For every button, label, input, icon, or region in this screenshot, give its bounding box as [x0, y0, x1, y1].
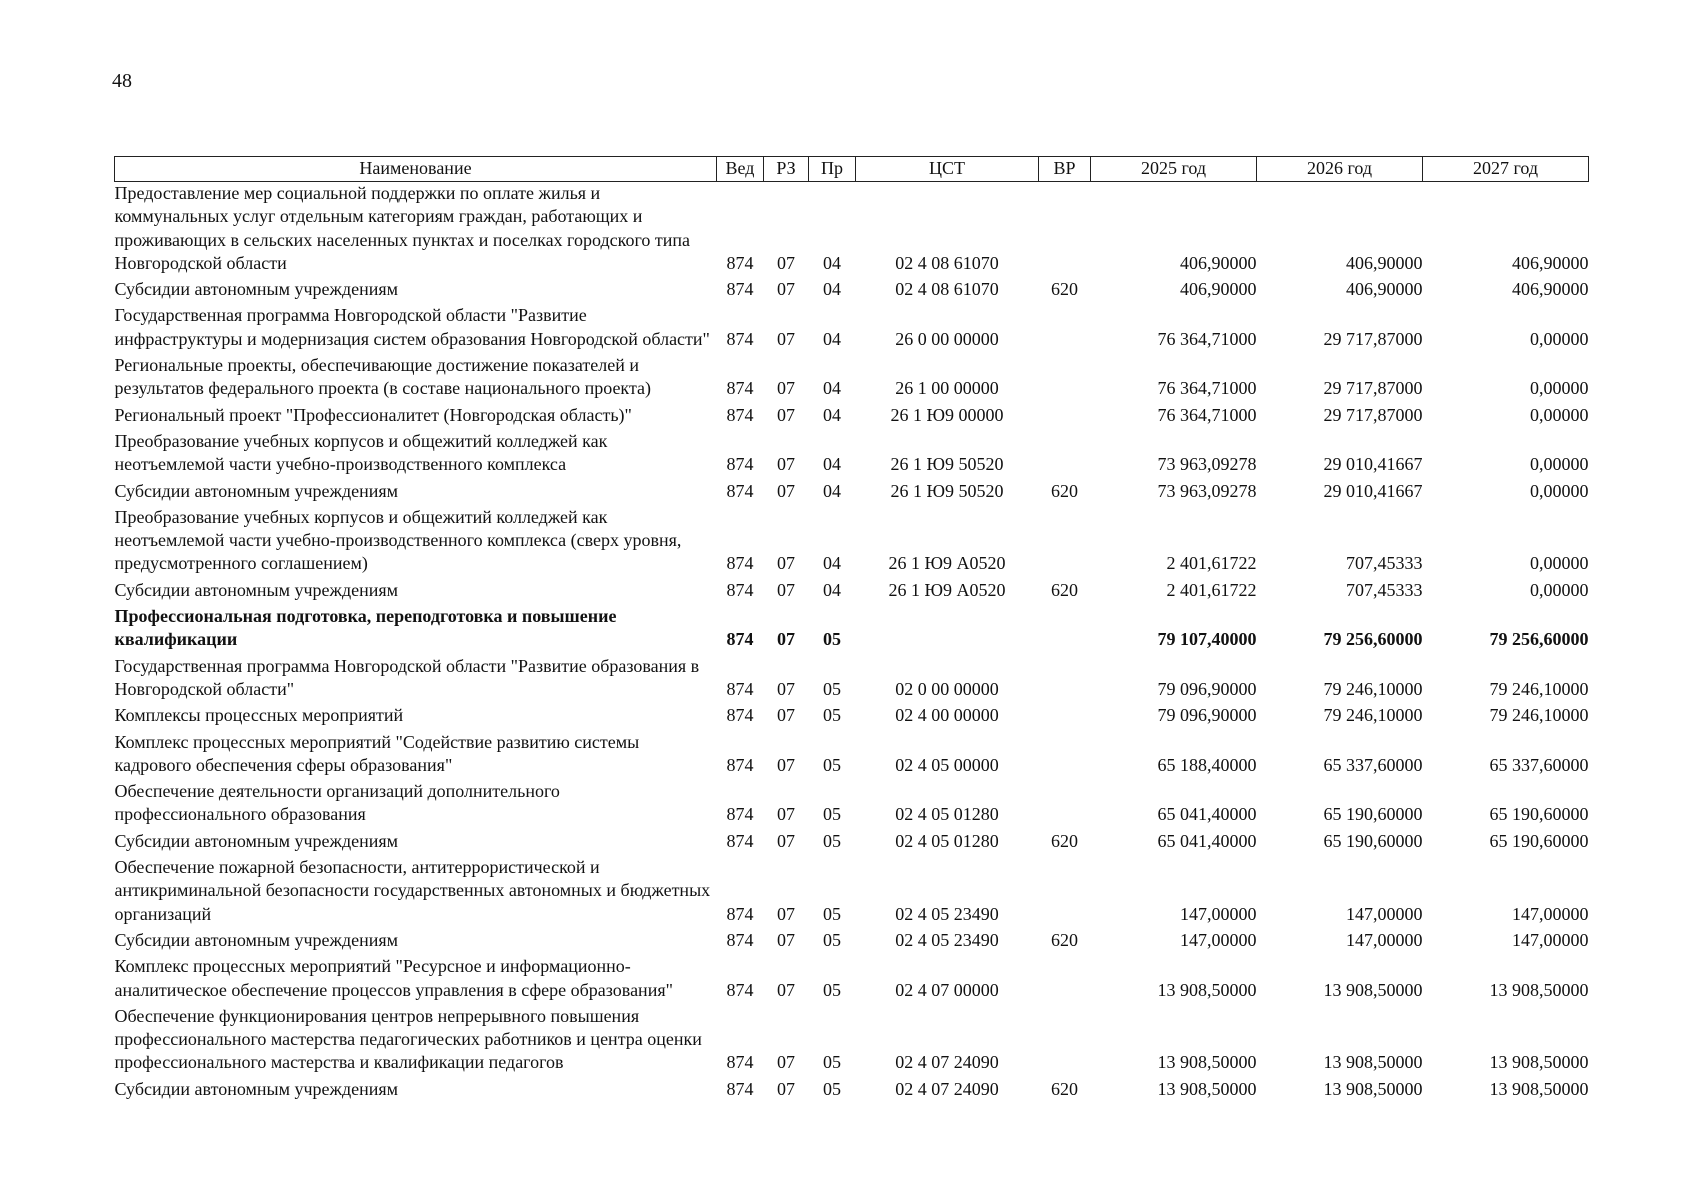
cell-rz: 07	[777, 830, 795, 851]
cell-name: Субсидии автономным учреждениям	[114, 1078, 399, 1099]
cell-name: Обеспечение деятельности организаций дополнительного профессионального образования	[114, 781, 560, 825]
cell-2027: 0,00000	[1530, 480, 1589, 501]
cell-name: Обеспечение пожарной безопасности, антитеррористической и антикриминальной безопасности государственных автономных и бюджетных организаций	[114, 857, 711, 924]
cell-cst: 26 1 Ю9 00000	[890, 404, 1004, 425]
cell-rz: 07	[777, 480, 795, 501]
cell-vr: 620	[1051, 480, 1078, 501]
cell-name: Преобразование учебных корпусов и общежитий колледжей как неотъемлемой части учебно-производственного комплекса (сверх уровня, предусмотренного соглашением)	[114, 506, 682, 574]
cell-2025: 65 041,40000	[1157, 830, 1257, 851]
table-row	[115, 480, 1589, 506]
cell-vr	[1039, 430, 1091, 480]
cell-rz: 07	[777, 629, 795, 650]
cell-ved: 874	[726, 553, 754, 574]
cell-name: Предоставление мер социальной поддержки по оплате жилья и коммунальных услуг отдельным категориям граждан, работающих и проживающих в сельских населенных пунктах и поселках городского типа Новгородской области	[114, 183, 691, 273]
cell-rz: 07	[777, 903, 795, 924]
cell-2027: 13 908,50000	[1489, 1052, 1589, 1073]
cell-vr	[1039, 605, 1091, 655]
cell-pr: 04	[823, 378, 841, 399]
table-row	[115, 506, 1589, 579]
cell-2027: 0,00000	[1530, 378, 1589, 399]
cell-2027: 79 256,60000	[1489, 629, 1589, 650]
cell-pr: 05	[823, 705, 841, 726]
cell-name: Комплексы процессных мероприятий	[114, 705, 404, 726]
cell-cst: 26 1 Ю9 50520	[890, 454, 1004, 475]
cell-rz: 07	[777, 579, 795, 600]
table-row	[115, 605, 1589, 655]
cell-pr: 05	[823, 1052, 841, 1073]
cell-name: Региональные проекты, обеспечивающие достижение показателей и результатов федерального проекта (в составе национального проекта)	[114, 355, 652, 399]
cell-vr: 620	[1051, 929, 1078, 950]
table-row	[115, 1078, 1589, 1104]
cell-ved: 874	[726, 1078, 754, 1099]
table-row	[115, 304, 1589, 354]
cell-rz: 07	[777, 378, 795, 399]
cell-2025: 79 096,90000	[1157, 705, 1257, 726]
cell-name: Субсидии автономным учреждениям	[114, 279, 399, 300]
cell-rz: 07	[777, 404, 795, 425]
cell-2026: 29 717,87000	[1323, 328, 1423, 349]
cell-name: Преобразование учебных корпусов и общежитий колледжей как неотъемлемой части учебно-производственного комплекса	[114, 430, 608, 475]
cell-rz: 07	[777, 1078, 795, 1099]
cell-rz: 07	[777, 929, 795, 950]
cell-pr: 05	[823, 979, 841, 1000]
cell-cst: 02 0 00 00000	[895, 678, 999, 699]
cell-2026: 13 908,50000	[1323, 1052, 1423, 1073]
cell-pr: 04	[823, 454, 841, 475]
cell-2027: 147,00000	[1512, 929, 1589, 950]
cell-vr	[1039, 704, 1091, 730]
table-body	[115, 182, 1589, 1104]
cell-2027: 147,00000	[1512, 903, 1589, 924]
cell-2026: 707,45333	[1346, 553, 1423, 574]
cell-vr	[1039, 354, 1091, 404]
cell-pr: 04	[823, 404, 841, 425]
cell-ved: 874	[726, 454, 754, 475]
cell-rz: 07	[777, 754, 795, 775]
cell-vr	[1039, 182, 1091, 279]
cell-pr: 04	[823, 328, 841, 349]
cell-2025: 2 401,61722	[1166, 579, 1257, 600]
cell-2025: 79 107,40000	[1157, 629, 1257, 650]
cell-2026: 147,00000	[1346, 929, 1423, 950]
cell-cst: 02 4 07 24090	[895, 1078, 999, 1099]
cell-2025: 406,90000	[1180, 252, 1257, 273]
cell-name: Комплекс процессных мероприятий "Ресурсное и информационно-аналитическое обеспечение процессов управления в сфере образования"	[114, 956, 673, 1000]
cell-name: Государственная программа Новгородской области "Развитие инфраструктуры и модернизация систем образования Новгородской области"	[114, 305, 710, 349]
cell-cst: 02 4 07 24090	[895, 1052, 999, 1073]
cell-cst: 02 4 08 61070	[895, 279, 999, 300]
table-row	[115, 929, 1589, 955]
cell-rz: 07	[777, 979, 795, 1000]
cell-cst: 02 4 05 00000	[895, 754, 999, 775]
cell-rz: 07	[777, 454, 795, 475]
cell-2026: 147,00000	[1346, 903, 1423, 924]
cell-name: Комплекс процессных мероприятий "Содействие развитию системы кадрового обеспечения сферы образования"	[114, 731, 640, 775]
cell-ved: 874	[726, 754, 754, 775]
cell-2025: 147,00000	[1180, 903, 1257, 924]
cell-2025: 65 041,40000	[1157, 804, 1257, 825]
cell-rz: 07	[777, 705, 795, 726]
table-row	[115, 830, 1589, 856]
cell-name: Субсидии автономным учреждениям	[114, 480, 399, 501]
cell-2026: 79 246,10000	[1323, 678, 1423, 699]
cell-2027: 65 190,60000	[1489, 804, 1589, 825]
page-number: 48	[112, 70, 132, 92]
cell-pr: 05	[823, 629, 841, 650]
table-row	[115, 731, 1589, 781]
cell-pr: 04	[823, 480, 841, 501]
cell-pr: 05	[823, 678, 841, 699]
cell-pr: 05	[823, 830, 841, 851]
cell-name: Субсидии автономным учреждениям	[114, 830, 399, 851]
cell-ved: 874	[726, 804, 754, 825]
cell-ved: 874	[726, 252, 754, 273]
table-row	[115, 182, 1589, 279]
cell-name: Региональный проект "Профессионалитет (Новгородская область)"	[114, 404, 632, 425]
header-2027: 2027 год	[1423, 157, 1589, 182]
cell-2025: 73 963,09278	[1157, 454, 1257, 475]
table-row	[115, 780, 1589, 830]
cell-ved: 874	[726, 903, 754, 924]
cell-rz: 07	[777, 252, 795, 273]
cell-2026: 65 190,60000	[1323, 804, 1423, 825]
cell-ved: 874	[726, 1052, 754, 1073]
cell-ved: 874	[726, 979, 754, 1000]
cell-name: Субсидии автономным учреждениям	[114, 929, 399, 950]
table-row	[115, 278, 1589, 304]
cell-2025: 65 188,40000	[1157, 754, 1257, 775]
cell-ved: 874	[726, 328, 754, 349]
cell-2025: 2 401,61722	[1166, 553, 1257, 574]
cell-2025: 76 364,71000	[1157, 328, 1257, 349]
cell-pr: 05	[823, 754, 841, 775]
header-name: Наименование	[115, 157, 717, 182]
cell-ved: 874	[726, 480, 754, 501]
header-pr: Пр	[809, 157, 856, 182]
table-row	[115, 655, 1589, 705]
cell-vr: 620	[1051, 830, 1078, 851]
cell-2027: 13 908,50000	[1489, 1078, 1589, 1099]
cell-cst: 26 1 Ю9 А0520	[888, 553, 1006, 574]
cell-vr	[1039, 404, 1091, 430]
budget-table	[114, 156, 1589, 1104]
cell-2025: 13 908,50000	[1157, 1078, 1257, 1099]
cell-ved: 874	[726, 378, 754, 399]
cell-ved: 874	[726, 705, 754, 726]
cell-name: Профессиональная подготовка, переподготовка и повышение квалификации	[114, 606, 617, 650]
cell-vr	[1039, 655, 1091, 705]
cell-cst: 26 1 Ю9 А0520	[888, 579, 1006, 600]
cell-2026: 13 908,50000	[1323, 1078, 1423, 1099]
cell-vr: 620	[1051, 1078, 1078, 1099]
cell-name: Обеспечение функционирования центров непрерывного повышения профессионального мастерства педагогических работников и центра оценки профессионального мастерства и квалификации педагогов	[114, 1005, 702, 1073]
cell-rz: 07	[777, 328, 795, 349]
cell-2025: 73 963,09278	[1157, 480, 1257, 501]
cell-2027: 13 908,50000	[1489, 979, 1589, 1000]
cell-name: Государственная программа Новгородской области "Развитие образования в Новгородской области"	[114, 655, 700, 699]
cell-2025: 406,90000	[1180, 279, 1257, 300]
header-vr: ВР	[1039, 157, 1091, 182]
cell-vr	[1039, 955, 1091, 1005]
cell-cst: 02 4 00 00000	[895, 705, 999, 726]
cell-vr	[1039, 1005, 1091, 1078]
cell-name: Субсидии автономным учреждениям	[114, 579, 399, 600]
cell-pr: 04	[823, 252, 841, 273]
cell-2026: 79 246,10000	[1323, 705, 1423, 726]
cell-vr	[1039, 780, 1091, 830]
header-ved: Вед	[717, 157, 764, 182]
cell-rz: 07	[777, 1052, 795, 1073]
cell-2027: 0,00000	[1530, 328, 1589, 349]
cell-vr	[1039, 731, 1091, 781]
cell-pr: 04	[823, 553, 841, 574]
cell-2026: 65 190,60000	[1323, 830, 1423, 851]
cell-vr: 620	[1051, 579, 1078, 600]
cell-2025: 147,00000	[1180, 929, 1257, 950]
table-header-row	[115, 157, 1589, 182]
cell-2025: 76 364,71000	[1157, 404, 1257, 425]
cell-2026: 29 717,87000	[1323, 378, 1423, 399]
header-2025: 2025 год	[1091, 157, 1257, 182]
cell-2026: 406,90000	[1346, 279, 1423, 300]
table-row	[115, 856, 1589, 929]
cell-2027: 0,00000	[1530, 553, 1589, 574]
cell-vr	[1039, 304, 1091, 354]
cell-vr	[1039, 856, 1091, 929]
table-row	[115, 404, 1589, 430]
cell-pr: 05	[823, 929, 841, 950]
cell-cst: 26 0 00 00000	[895, 328, 999, 349]
cell-2027: 79 246,10000	[1489, 705, 1589, 726]
header-2026: 2026 год	[1257, 157, 1423, 182]
table-row	[115, 955, 1589, 1005]
cell-cst: 02 4 05 01280	[895, 804, 999, 825]
cell-cst: 02 4 05 01280	[895, 830, 999, 851]
cell-2026: 79 256,60000	[1323, 629, 1423, 650]
cell-cst	[856, 605, 1039, 655]
cell-cst: 02 4 05 23490	[895, 929, 999, 950]
cell-ved: 874	[726, 830, 754, 851]
cell-2027: 0,00000	[1530, 579, 1589, 600]
cell-vr: 620	[1051, 279, 1078, 300]
cell-2027: 0,00000	[1530, 404, 1589, 425]
header-rz: РЗ	[764, 157, 809, 182]
cell-rz: 07	[777, 804, 795, 825]
cell-pr: 05	[823, 1078, 841, 1099]
table-row	[115, 354, 1589, 404]
cell-cst: 02 4 08 61070	[895, 252, 999, 273]
cell-2026: 406,90000	[1346, 252, 1423, 273]
cell-2027: 65 190,60000	[1489, 830, 1589, 851]
table-row	[115, 579, 1589, 605]
cell-2026: 29 717,87000	[1323, 404, 1423, 425]
cell-2026: 29 010,41667	[1323, 454, 1423, 475]
cell-2027: 0,00000	[1530, 454, 1589, 475]
cell-ved: 874	[726, 404, 754, 425]
cell-cst: 26 1 00 00000	[895, 378, 999, 399]
cell-2027: 79 246,10000	[1489, 678, 1589, 699]
cell-2026: 707,45333	[1346, 579, 1423, 600]
table-row	[115, 704, 1589, 730]
cell-2025: 76 364,71000	[1157, 378, 1257, 399]
cell-ved: 874	[726, 279, 754, 300]
cell-rz: 07	[777, 678, 795, 699]
header-cst: ЦСТ	[856, 157, 1039, 182]
cell-cst: 02 4 05 23490	[895, 903, 999, 924]
cell-pr: 05	[823, 804, 841, 825]
cell-pr: 04	[823, 579, 841, 600]
cell-2027: 406,90000	[1512, 252, 1589, 273]
cell-2027: 406,90000	[1512, 279, 1589, 300]
cell-2026: 13 908,50000	[1323, 979, 1423, 1000]
cell-2025: 13 908,50000	[1157, 979, 1257, 1000]
cell-2026: 29 010,41667	[1323, 480, 1423, 501]
cell-rz: 07	[777, 553, 795, 574]
cell-pr: 05	[823, 903, 841, 924]
cell-2026: 65 337,60000	[1323, 754, 1423, 775]
cell-cst: 02 4 07 00000	[895, 979, 999, 1000]
cell-ved: 874	[726, 579, 754, 600]
table-row	[115, 430, 1589, 480]
cell-2025: 13 908,50000	[1157, 1052, 1257, 1073]
cell-pr: 04	[823, 279, 841, 300]
cell-vr	[1039, 506, 1091, 579]
table-row	[115, 1005, 1589, 1078]
cell-2027: 65 337,60000	[1489, 754, 1589, 775]
cell-2025: 79 096,90000	[1157, 678, 1257, 699]
cell-cst: 26 1 Ю9 50520	[890, 480, 1004, 501]
cell-rz: 07	[777, 279, 795, 300]
cell-ved: 874	[726, 929, 754, 950]
cell-ved: 874	[726, 629, 754, 650]
cell-ved: 874	[726, 678, 754, 699]
